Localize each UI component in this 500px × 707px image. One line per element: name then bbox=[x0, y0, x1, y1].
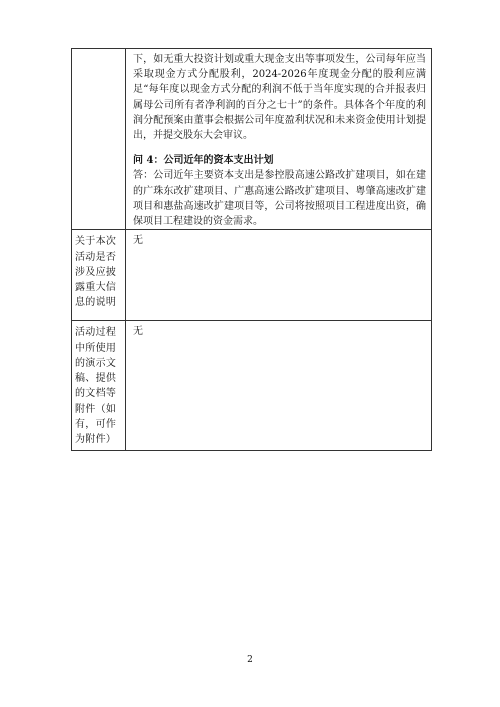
row-label bbox=[72, 49, 125, 53]
row-content: 无 bbox=[133, 326, 143, 338]
content-paragraph: 下，如无重大投资计划或重大现金支出等事项发生，公司每年应当采取现金方式分配股利，2024-2026年度现金分配的股利应满足“每年度以现金方式分配的利润不低于当年度实现的合并报表归属母公司所有者净利润的百分之七十”的条件。具体各个年度的利润分配预案由董事会根据公司年度盈利状况和未来资金使用计划提出，并提交股东大会审议。 bbox=[133, 54, 426, 142]
row-content-cell bbox=[126, 230, 432, 321]
row-content-cell bbox=[126, 49, 432, 230]
question-heading: 问 4：公司近年的资本支出计划 bbox=[133, 155, 274, 167]
table-row bbox=[72, 321, 432, 451]
page-number: 2 bbox=[247, 655, 253, 665]
row-content: 无 bbox=[133, 235, 143, 247]
row-content-cell bbox=[126, 321, 432, 451]
row-label-cell bbox=[72, 49, 126, 230]
table-row bbox=[72, 49, 432, 230]
row-label-cell bbox=[72, 321, 126, 451]
row-label: 关于本次活动是否涉及应披露重大信息的说明 bbox=[75, 236, 117, 309]
info-table bbox=[71, 48, 432, 451]
answer-paragraph: 答：公司近年主要资本支出是参控股高速公路改扩建项目，如在建的广珠东改扩建项目、广惠高速公路改扩建项目、粤肇高速改扩建项目和惠盐高速改扩建项目等，公司将按照项目工程进度出资，确保项目工程建设的资金需求。 bbox=[133, 170, 426, 228]
row-label: 活动过程中所使用的演示文稿、提供的文档等附件（如有，可作为附件） bbox=[75, 327, 117, 446]
table-row bbox=[72, 230, 432, 321]
row-label-cell bbox=[72, 230, 126, 321]
